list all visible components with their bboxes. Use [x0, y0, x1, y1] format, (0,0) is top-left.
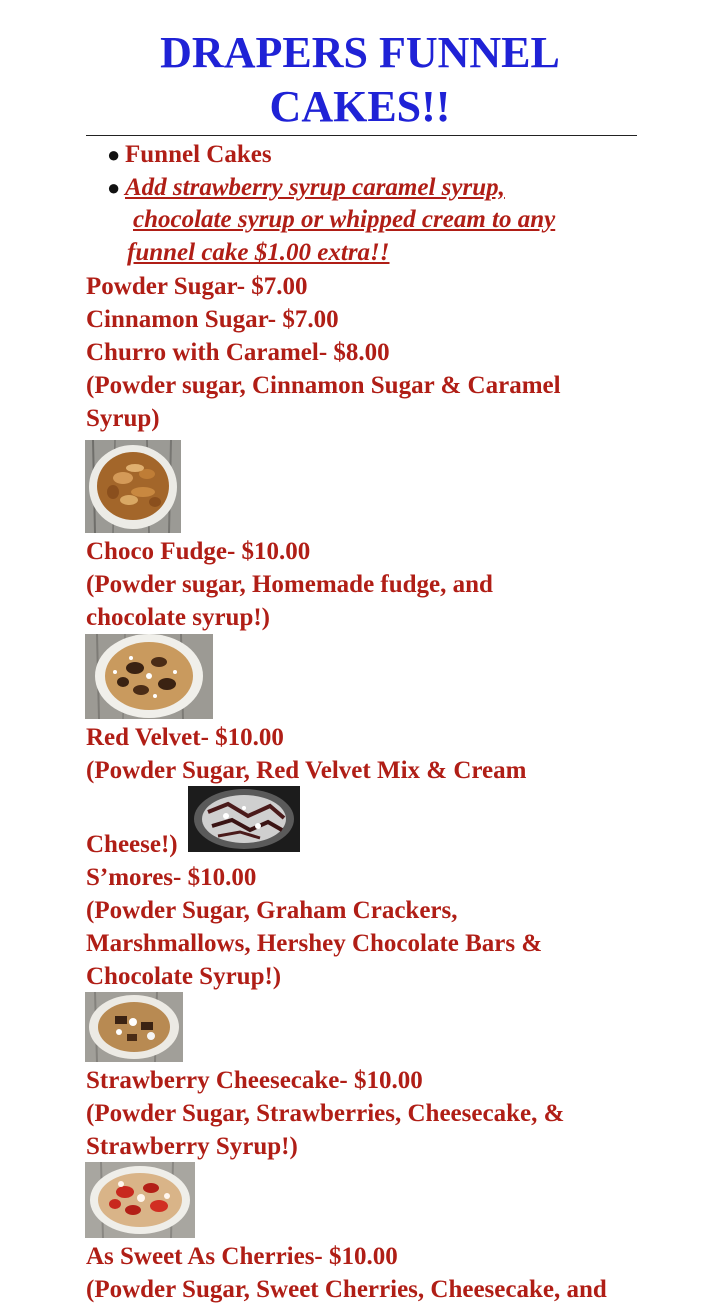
bullet-item-label: Funnel Cakes: [125, 141, 272, 168]
bullet-icon: ●: [107, 174, 121, 200]
menu-item-strawberry-desc-1: (Powder Sugar, Strawberries, Cheesecake, &: [86, 1100, 565, 1127]
menu-item-redvelvet-desc-1: (Powder Sugar, Red Velvet Mix & Cream: [86, 757, 527, 784]
smores-funnel-cake-photo: [85, 992, 183, 1062]
bullet-list: [107, 139, 667, 269]
title-divider: [86, 135, 637, 136]
menu-item-smores: S’mores- $10.00: [86, 864, 257, 891]
bullet-item-funnel-cakes: [107, 139, 667, 172]
menu-item-churro-desc-1: (Powder sugar, Cinnamon Sugar & Caramel: [86, 372, 561, 399]
page-title: [0, 26, 720, 134]
menu-item-powder-sugar: Powder Sugar- $7.00: [86, 273, 308, 300]
menu-item-churro-desc-2: Syrup): [86, 405, 160, 432]
choco-fudge-funnel-cake-photo: [85, 634, 213, 719]
title-line-2: CAKES!!: [269, 82, 451, 131]
menu-item-strawberry-desc-2: Strawberry Syrup!): [86, 1133, 298, 1160]
menu-block-red-velvet: [86, 721, 686, 787]
strawberry-cheesecake-funnel-cake-photo: [85, 1162, 195, 1238]
bullet-item-promo: [107, 172, 667, 270]
menu-item-smores-desc-2: Marshmallows, Hershey Chocolate Bars &: [86, 930, 543, 957]
menu-block-smores: [86, 828, 686, 993]
promo-line-3: funnel cake $1.00 extra!!: [127, 238, 390, 266]
promo-line-2: chocolate syrup or whipped cream to any: [133, 206, 556, 233]
menu-item-as-sweet-as-cherries: As Sweet As Cherries- $10.00: [86, 1243, 398, 1270]
menu-item-churro: Churro with Caramel- $8.00: [86, 339, 390, 366]
menu-item-choco-fudge: Choco Fudge- $10.00: [86, 538, 311, 565]
menu-item-smores-desc-3: Chocolate Syrup!): [86, 963, 282, 990]
menu-item-red-velvet: Red Velvet- $10.00: [86, 724, 284, 751]
menu-item-smores-desc-1: (Powder Sugar, Graham Crackers,: [86, 897, 458, 924]
churro-funnel-cake-photo: [85, 440, 181, 533]
menu-block-strawberry-cheesecake: [86, 1064, 686, 1163]
menu-item-strawberry-cheesecake: Strawberry Cheesecake- $10.00: [86, 1067, 423, 1094]
menu-item-cherries-desc-1: (Powder Sugar, Sweet Cherries, Cheesecake, and: [86, 1276, 607, 1303]
menu-item-choco-desc-1: (Powder sugar, Homemade fudge, and: [86, 571, 493, 598]
title-line-1: DRAPERS FUNNEL: [160, 28, 560, 77]
menu-block-choco-fudge: [86, 535, 686, 634]
promo-line-1: Add strawberry syrup caramel syrup,: [125, 173, 505, 201]
menu-item-cinnamon-sugar: Cinnamon Sugar- $7.00: [86, 306, 339, 333]
menu-block-basic: [86, 270, 686, 435]
bullet-icon: ●: [107, 142, 121, 167]
menu-item-choco-desc-2: chocolate syrup!): [86, 604, 270, 631]
menu-item-redvelvet-desc-2: Cheese!): [86, 831, 178, 858]
menu-block-cherries: [86, 1240, 686, 1306]
